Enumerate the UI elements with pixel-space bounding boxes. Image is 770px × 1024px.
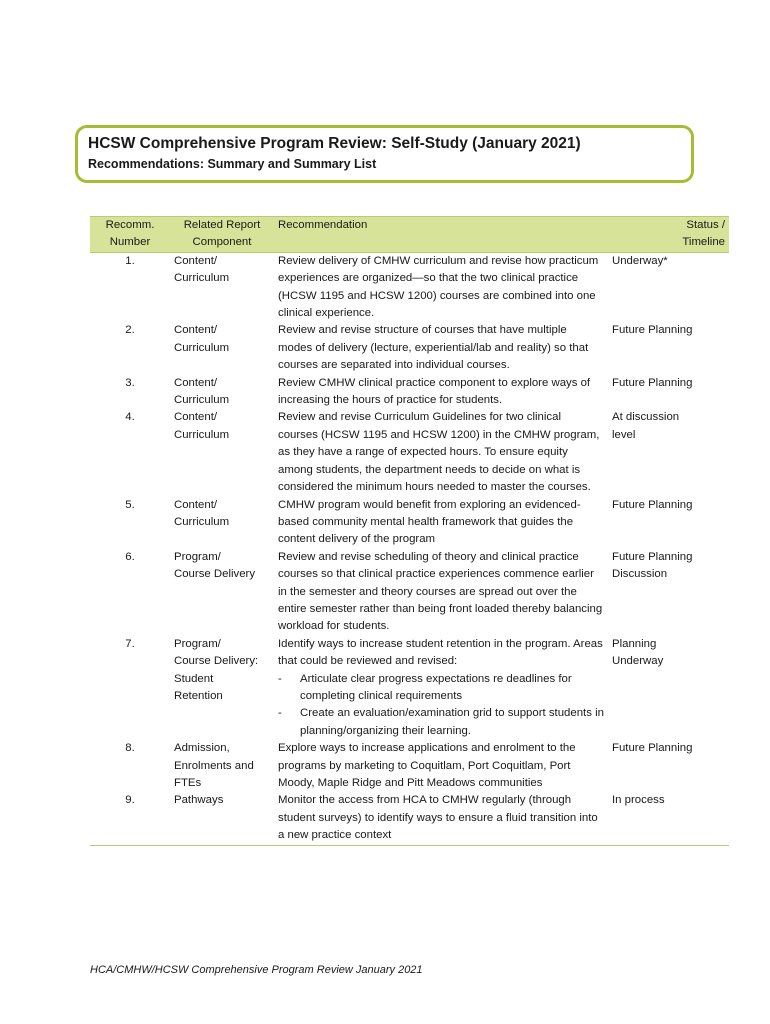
- status-text: At discussion: [612, 411, 680, 424]
- header-status-line: Timeline: [682, 236, 725, 249]
- report-component-line: Curriculum: [174, 515, 230, 528]
- status-cell: [608, 549, 729, 636]
- report-component-line: Content/: [174, 324, 218, 337]
- recommendation-number: 1.: [125, 254, 135, 267]
- recommendation-cell: [274, 549, 608, 636]
- recommendation-number: 7.: [125, 637, 135, 650]
- recommendation-text: CMHW program would benefit from exploring an evidenced-based community mental health framework that guides the content delivery of the program: [278, 498, 581, 546]
- page-subtitle: Recommendations: Summary and Summary List: [88, 157, 377, 171]
- status-text: Discussion: [612, 568, 668, 581]
- report-component-line: Enrolments and: [174, 759, 254, 772]
- report-component-line: Content/: [174, 498, 218, 511]
- status-text: Underway*: [612, 254, 668, 267]
- table-row: [90, 497, 729, 549]
- recommendation-text: Identify ways to increase student retention in the program. Areas that could be reviewed and revised:: [278, 637, 603, 668]
- status-cell: [608, 497, 729, 549]
- title-box: [75, 125, 694, 183]
- recommendation-text: Explore ways to increase applications and enrolment to the programs by marketing to Coquitlam, Port Coquitlam, Port Moody, Maple Ridge and Pitt Meadows communities: [278, 742, 576, 789]
- recommendation-text: Review and revise scheduling of theory and clinical practice courses so that clinical practice experiences commence earlier in the semester and theory courses are spread out over the entire semester rather than being front loaded thereby balancing workload for students.: [278, 550, 603, 633]
- status-text: Future Planning: [612, 498, 693, 511]
- report-component: [170, 497, 274, 549]
- status-cell: [608, 409, 729, 496]
- recommendation-cell: [274, 497, 608, 549]
- header-number: [90, 217, 170, 253]
- report-component-line: Admission,: [174, 742, 230, 755]
- status-text: Future Planning: [612, 550, 693, 563]
- recommendation-number: 6.: [125, 550, 135, 563]
- list-item: - Create an evaluation/examination grid to support students in planning/organizing their learning.: [278, 705, 604, 740]
- report-component-line: Pathways: [174, 794, 224, 807]
- status-cell: [608, 252, 729, 322]
- table-header-row: [90, 217, 729, 253]
- status-cell: [608, 792, 729, 845]
- recommendations-table: [90, 216, 729, 846]
- table-row: [90, 549, 729, 636]
- header-number-line: Recomm.: [105, 219, 155, 231]
- table-row: [90, 409, 729, 496]
- recommendation-sublist: [278, 671, 604, 741]
- recommendation-number: 9.: [90, 792, 170, 845]
- report-component: [170, 252, 274, 322]
- recommendation-number: 2.: [125, 324, 135, 337]
- status-cell: [608, 375, 729, 410]
- report-component: [170, 549, 274, 636]
- report-component-line: Content/: [174, 254, 218, 267]
- report-component-line: Program/: [174, 637, 221, 650]
- header-component-line: Component: [192, 236, 252, 249]
- recommendation-cell: [274, 322, 608, 374]
- table-row: [90, 740, 729, 792]
- table-row: [90, 252, 729, 322]
- table-row: [90, 322, 729, 374]
- report-component-line: Curriculum: [174, 341, 230, 354]
- table-body: [90, 252, 729, 845]
- recommendation-text: Review and revise Curriculum Guidelines for two clinical courses (HCSW 1195 and HCSW 1200) in the CMHW program, as they have a range of expected hours. To ensure equity among students, the department needs to decide on what is considered the minimum hours needed to master the courses.: [278, 411, 600, 494]
- report-component: [170, 740, 274, 792]
- status-text: In process: [612, 794, 665, 807]
- recommendation-cell: [274, 409, 608, 496]
- recommendation-cell: [274, 792, 608, 845]
- report-component-line: FTEs: [174, 777, 202, 789]
- report-component: [170, 636, 274, 740]
- recommendation-cell: [274, 375, 608, 410]
- report-component-line: Course Delivery:: [174, 655, 259, 668]
- report-component-line: Content/: [174, 411, 218, 424]
- recommendation-text: Review delivery of CMHW curriculum and revise how practicum experiences are organized—so that the two clinical practice (HCSW 1195 and HCSW 1200) courses are combined into one clinical experience.: [278, 254, 599, 320]
- report-component: [170, 375, 274, 410]
- report-component: [170, 409, 274, 496]
- report-component-line: Retention: [174, 689, 223, 702]
- header-status: [608, 217, 729, 253]
- report-component-line: Curriculum: [174, 394, 230, 407]
- status-cell: [608, 740, 729, 792]
- table-row: [90, 636, 729, 740]
- header-component: [170, 217, 274, 253]
- report-component-line: Student: [174, 672, 214, 685]
- report-component-line: Program/: [174, 550, 221, 563]
- recommendation-number: 5.: [125, 498, 135, 511]
- report-component-line: Content/: [174, 376, 218, 389]
- table-row: [90, 792, 729, 845]
- recommendation-number: 8.: [125, 742, 135, 755]
- status-text: level: [612, 428, 636, 441]
- header-number-line: Number: [109, 236, 151, 249]
- report-component: [170, 322, 274, 374]
- status-cell: [608, 322, 729, 374]
- status-cell: [608, 636, 729, 740]
- recommendation-cell: [274, 740, 608, 792]
- page-title: HCSW Comprehensive Program Review: Self-Study (January 2021): [88, 135, 581, 152]
- status-text: Planning: [612, 637, 657, 650]
- list-item: - Articulate clear progress expectations re deadlines for completing clinical requirements: [278, 671, 604, 706]
- recommendation-text: Monitor the access from HCA to CMHW regularly (through student surveys) to identify ways to ensure a fluid transition into a new practice context: [278, 794, 598, 842]
- header-status-line: Status /: [686, 219, 725, 231]
- recommendation-cell: [274, 636, 608, 740]
- report-component-line: Curriculum: [174, 428, 230, 441]
- recommendation-number: 4.: [125, 411, 135, 424]
- table-row: [90, 375, 729, 410]
- report-component: [170, 792, 274, 845]
- header-recommendation: Recommendation: [274, 217, 608, 253]
- status-text: Future Planning: [612, 376, 693, 389]
- status-text: Future Planning: [612, 742, 693, 755]
- recommendation-cell: [274, 252, 608, 322]
- recommendation-number: 3.: [125, 376, 135, 389]
- recommendation-text: Review CMHW clinical practice component to explore ways of increasing the hours of practice for students.: [278, 376, 591, 407]
- header-component-line: Related Report: [183, 219, 261, 231]
- report-component-line: Course Delivery: [174, 568, 256, 581]
- page-footer: HCA/CMHW/HCSW Comprehensive Program Review January 2021: [90, 964, 423, 976]
- recommendation-text: Review and revise structure of courses that have multiple modes of delivery (lecture, experiential/lab and reality) so that courses are separated into individual courses.: [278, 324, 589, 372]
- status-text: Future Planning: [612, 324, 693, 337]
- status-text: Underway: [612, 655, 664, 668]
- report-component-line: Curriculum: [174, 272, 230, 285]
